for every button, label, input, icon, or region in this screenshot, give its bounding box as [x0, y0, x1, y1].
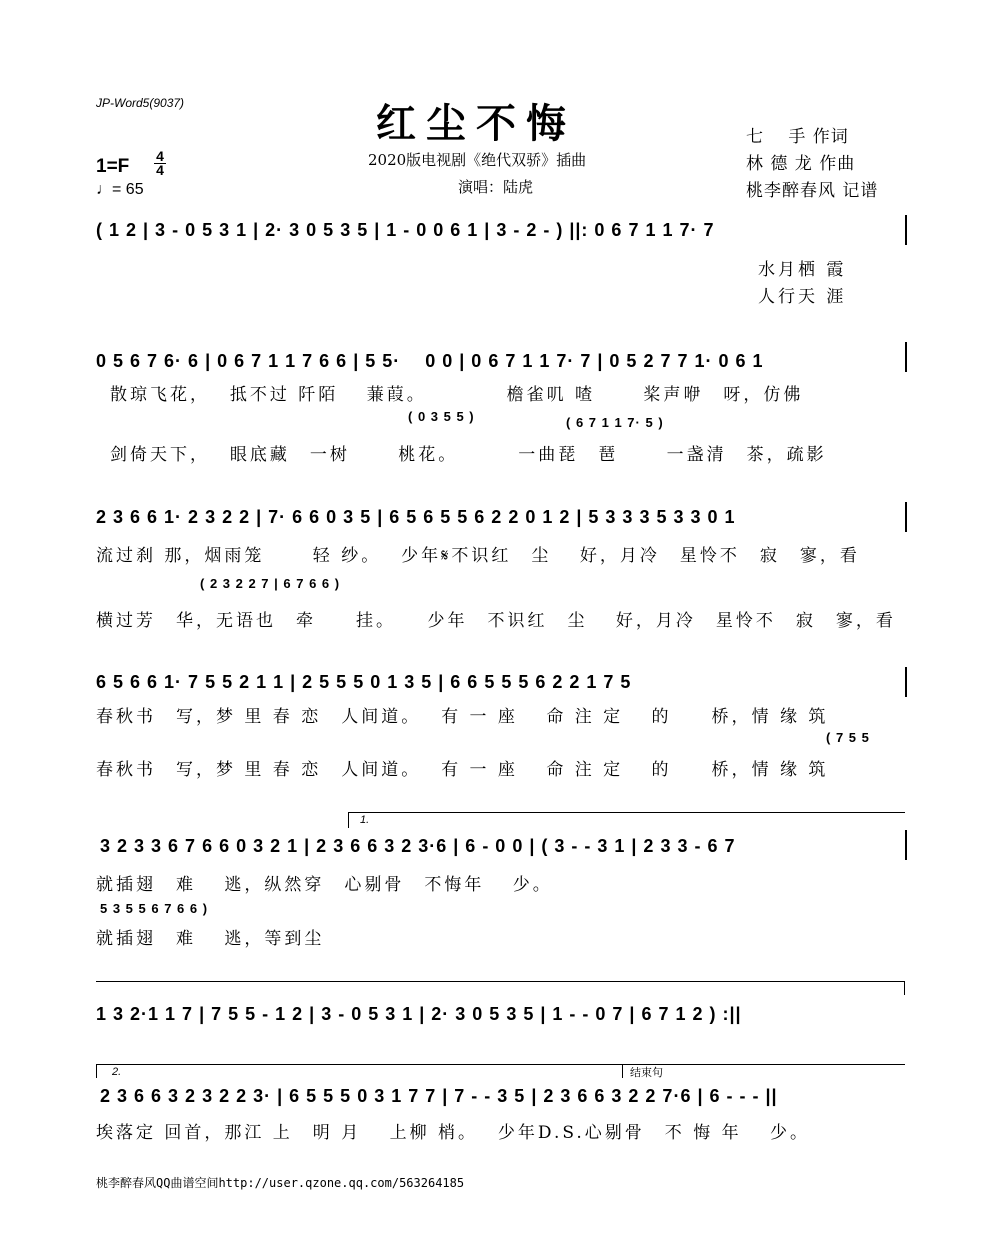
lyrics-line-2b: 剑倚天下， 眼底藏 一树 桃花。 一曲琵 琶 一盏清 茶，疏影: [110, 445, 827, 465]
lyrics-line-3a: 流过刹 那，烟雨笼 轻 纱。 少年𝄋不识红 尘 好，月冷 星怜不 寂 寥，看: [96, 546, 860, 566]
volta-bracket-2: [96, 1064, 905, 1065]
volta-bracket-1: [348, 812, 905, 813]
bracket-line: [96, 981, 905, 982]
subtitle: 2020版电视剧《绝代双骄》插曲: [368, 151, 587, 169]
composer-credit: 林 德 龙 作曲: [746, 154, 856, 174]
bracket-line-edge: [904, 981, 905, 995]
key-signature: 1=F: [96, 156, 130, 177]
transcriber-credit: 桃李醉春风 记谱: [746, 181, 879, 201]
volta-bracket-2-edge: [96, 1064, 97, 1078]
singer: 演唱：陆虎: [458, 178, 534, 196]
barline: [905, 502, 907, 532]
score-line-6: 1 3 2·1 1 7 | 7 5 5 - 1 2 | 3 - 0 5 3 1 | 2· 3 0 5 3 5 | 1 - - 0 7 | 6 7 1 2 ) :||: [96, 1004, 742, 1024]
score-line-1: ( 1 2 | 3 - 0 5 3 1 | 2· 3 0 5 3 5 | 1 - 0 0 6 1 | 3 - 2 - ) ||: 0 6 7 1 1 7· 7: [96, 220, 715, 240]
footer-url: 桃李醉春风QQ曲谱空间http://user.qzone.qq.com/563264185: [96, 1176, 465, 1190]
second-ending-label: 2.: [112, 1066, 122, 1078]
variant-notes-3a: ( 2 3 2 2 7 | 6 7 6 6 ): [200, 576, 341, 591]
score-line-3: 2 3 6 6 1· 2 3 2 2 | 7· 6 6 0 3 5 | 6 5 6 5 5 6 2 2 0 1 2 | 5 3 3 3 5 3 3 0 1: [96, 507, 736, 527]
variant-notes-2a: ( 0 3 5 5 ): [408, 409, 475, 424]
tempo-marking: ♩= 65: [96, 181, 144, 198]
barline: [905, 667, 907, 697]
lyrics-line-1b: 人行天 涯: [758, 287, 847, 307]
variant-notes-4a: ( 7 5 5: [826, 730, 870, 745]
score-line-2: 0 5 6 7 6· 6 | 0 6 7 1 1 7 6 6 | 5 5· 0 0 | 0 6 7 1 1 7· 7 | 0 5 2 7 7 1· 0 6 1: [96, 351, 764, 371]
score-line-5: 3 2 3 3 6 7 6 6 0 3 2 1 | 2 3 6 6 3 2 3·6 | 6 - 0 0 | ( 3 - - 3 1 | 2 3 3 - 6 7: [100, 836, 736, 856]
time-top: 4: [156, 148, 164, 164]
lyrics-line-7a: 埃落定 回首，那江 上 明 月 上柳 梢。 少年D.S.心剔骨 不 悔 年 少。: [96, 1123, 811, 1143]
volta-bracket-1-edge: [348, 812, 349, 828]
coda-label: 结束句: [630, 1066, 663, 1079]
lyrics-line-1a: 水月栖 霞: [758, 260, 847, 280]
score-line-4: 6 5 6 6 1· 7 5 5 2 1 1 | 2 5 5 5 0 1 3 5 | 6 6 5 5 5 6 2 2 1 7 5: [96, 672, 632, 692]
first-ending-label: 1.: [360, 814, 370, 826]
variant-notes-2b: ( 6 7 1 1 7· 5 ): [566, 415, 664, 430]
coda-bracket-edge: [622, 1064, 623, 1078]
barline: [905, 830, 907, 860]
lyrics-line-4b: 春秋书 写，梦 里 春 恋 人间道。 有 一 座 命 注 定 的 桥，情 缘 筑: [96, 760, 829, 780]
lyrics-line-2a: 散琼飞花， 抵不过 阡陌 蒹葭。 檐雀叽 喳 桨声咿 呀，仿佛: [110, 385, 804, 405]
song-title: 红尘不悔: [376, 100, 576, 147]
lyricist-credit: 七 手 作词: [746, 127, 849, 147]
lyrics-line-5a: 就插翅 难 逃，纵然穿 心剔骨 不悔年 少。: [96, 875, 553, 895]
score-line-7: 2 3 6 6 3 2 3 2 2 3· | 6 5 5 5 0 3 1 7 7 | 7 - - 3 5 | 2 3 6 6 3 2 2 7·6 | 6 - - - ||: [100, 1086, 778, 1106]
barline: [905, 215, 907, 245]
time-signature: [154, 150, 166, 177]
lyrics-line-4a: 春秋书 写，梦 里 春 恋 人间道。 有 一 座 命 注 定 的 桥，情 缘 筑: [96, 707, 829, 727]
software-label: JP-Word5(9037): [96, 96, 185, 110]
variant-notes-5a: 5 3 5 5 6 7 6 6 ): [100, 901, 209, 916]
lyrics-line-3b: 横过芳 华，无语也 牵 挂。 少年 不识红 尘 好，月冷 星怜不 寂 寥，看: [96, 611, 896, 631]
lyrics-line-5b: 就插翅 难 逃，等到尘: [96, 929, 325, 949]
time-bottom: 4: [156, 162, 164, 178]
barline: [905, 342, 907, 372]
